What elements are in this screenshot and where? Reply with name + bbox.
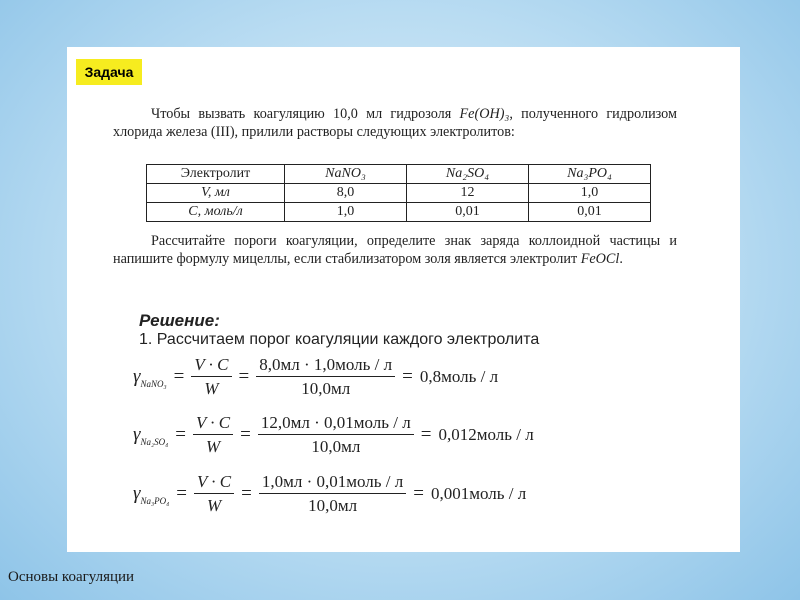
formula-result: 0,8моль / л bbox=[419, 367, 499, 386]
continuation-part1: Рассчитайте пороги коагуляции, определите знак заряда коллоидной частицы и напишите формулу мицеллы, если стабилизатором золя является электролит bbox=[113, 233, 677, 267]
gamma-subscript: Na₂SO₄ bbox=[140, 436, 169, 447]
table-row bbox=[147, 203, 651, 222]
table-header-cell: NaNO₃ bbox=[285, 165, 407, 184]
gamma-symbol: $\gamma_{Na_2SO_4}$ bbox=[133, 423, 169, 447]
fraction-general bbox=[193, 413, 233, 457]
fraction-general bbox=[191, 355, 231, 399]
equals-sign: = bbox=[413, 483, 424, 504]
continuation-part2: . bbox=[619, 251, 623, 267]
fraction-numerator: V · C bbox=[194, 472, 234, 494]
continuation-text bbox=[113, 232, 677, 268]
fraction-denominator: 10,0мл bbox=[311, 437, 361, 456]
equals-sign: = bbox=[420, 424, 432, 445]
formula-na2so4 bbox=[133, 410, 534, 460]
gamma-symbol: $\gamma_{Na_3PO_4}$ bbox=[133, 482, 170, 506]
table-header-cell: Na₃PO₄ bbox=[529, 165, 651, 184]
equals-sign: = bbox=[176, 483, 187, 504]
formula-nano3 bbox=[133, 352, 498, 402]
continuation-formula: FeOCl bbox=[580, 251, 620, 267]
gamma-symbol: $\gamma_{NaNO_3}$ bbox=[133, 365, 167, 389]
equals-sign: = bbox=[173, 366, 185, 387]
fraction-general bbox=[194, 472, 234, 516]
table-row bbox=[147, 184, 651, 203]
solution-title: Решение: bbox=[139, 311, 220, 330]
gamma-subscript: Na₃PO₄ bbox=[140, 495, 170, 506]
fraction-numerator: V · C bbox=[193, 413, 233, 435]
fraction-numerator: 12,0мл · 0,01моль / л bbox=[258, 413, 414, 435]
fraction-numerator: 8,0мл · 1,0моль / л bbox=[256, 355, 395, 377]
slide-panel bbox=[67, 47, 740, 552]
table-cell: 1,0 bbox=[285, 203, 407, 222]
task-label: Задача bbox=[76, 59, 142, 85]
problem-part1: Чтобы вызвать коагуляцию 10,0 мл гидрозоля bbox=[151, 106, 460, 122]
table-header-row bbox=[147, 165, 651, 184]
table-cell: 8,0 bbox=[285, 184, 407, 203]
equals-sign: = bbox=[402, 366, 413, 387]
gamma-subscript: NaNO₃ bbox=[140, 378, 167, 389]
fraction-values bbox=[258, 413, 414, 457]
table-cell: 0,01 bbox=[407, 203, 529, 222]
table-cell: C, моль/л bbox=[147, 203, 285, 222]
problem-part2: , полученного гидролизом хлорида железа (III), прилили растворы следующих электролитов: bbox=[113, 106, 677, 140]
fraction-denominator: W bbox=[206, 496, 222, 515]
slide-caption: Основы коагуляции bbox=[8, 569, 135, 585]
fraction-values bbox=[259, 472, 406, 516]
fraction-denominator: W bbox=[204, 379, 219, 398]
table-cell: 1,0 bbox=[529, 184, 651, 203]
fraction-denominator: W bbox=[205, 437, 221, 456]
equals-sign: = bbox=[238, 366, 250, 387]
equals-sign: = bbox=[240, 424, 251, 445]
problem-text bbox=[113, 105, 677, 141]
fraction-numerator: 1,0мл · 0,01моль / л bbox=[259, 472, 406, 494]
table-cell: 12 bbox=[407, 184, 529, 203]
equals-sign: = bbox=[241, 483, 252, 504]
table-header-cell: Электролит bbox=[147, 165, 285, 184]
formula-result: 0,001моль / л bbox=[430, 484, 527, 503]
fraction-numerator: V · C bbox=[191, 355, 231, 377]
formula-result: 0,012моль / л bbox=[438, 425, 534, 444]
electrolyte-table bbox=[146, 164, 651, 222]
table-header-cell: Na₂SO₄ bbox=[407, 165, 529, 184]
fraction-denominator: 10,0мл bbox=[301, 379, 351, 398]
step-one-text: 1. Рассчитаем порог коагуляции каждого электролита bbox=[139, 331, 540, 348]
formula-na3po4 bbox=[133, 469, 526, 519]
table-cell: V, мл bbox=[147, 184, 285, 203]
fraction-values bbox=[256, 355, 395, 399]
problem-formula: Fe(OH)₃ bbox=[459, 106, 510, 122]
fraction-denominator: 10,0мл bbox=[308, 496, 358, 515]
equals-sign: = bbox=[175, 424, 186, 445]
table-cell: 0,01 bbox=[529, 203, 651, 222]
